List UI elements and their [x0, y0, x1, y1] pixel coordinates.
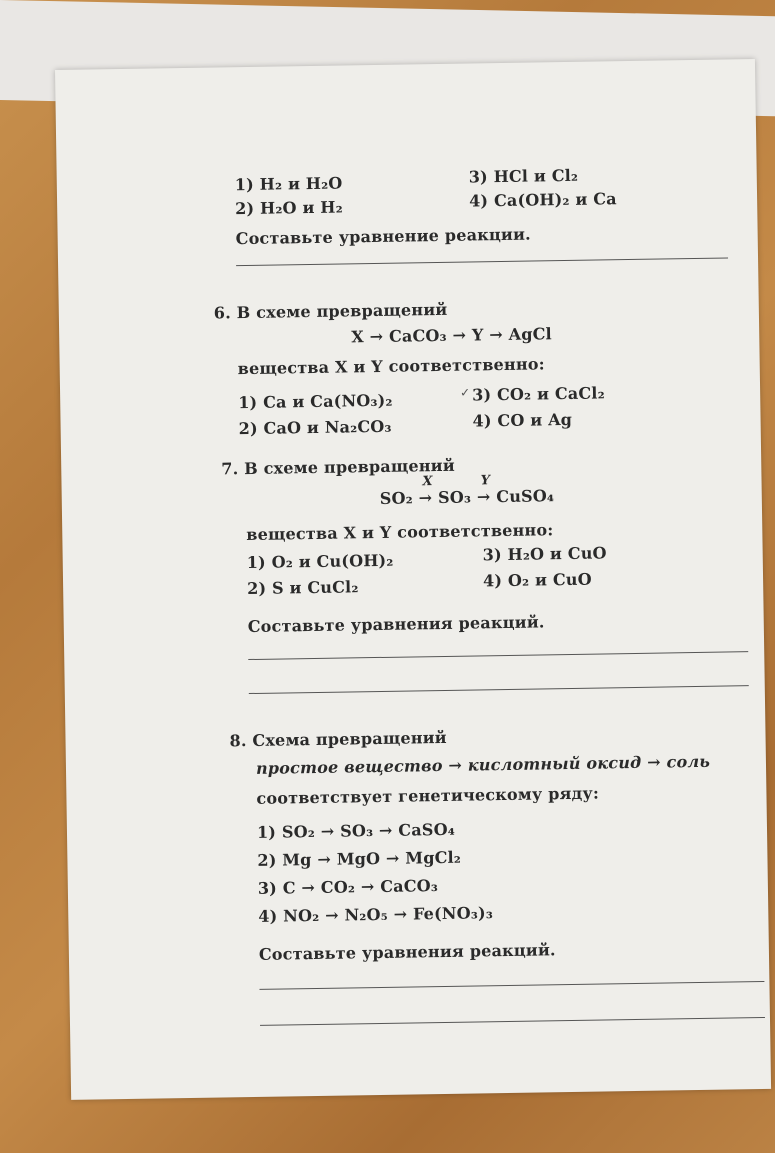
- q8-scheme: простое вещество → кислотный оксид → соль: [255, 751, 711, 778]
- q8-task: Составьте уравнения реакций.: [258, 940, 556, 964]
- q8-prompt: соответствует генетическому ряду:: [256, 783, 600, 808]
- q7-answer-line-1[interactable]: [248, 651, 748, 660]
- q7-task: Составьте уравнения реакций.: [247, 612, 545, 637]
- q6-option-2: 2) CaO и Na₂CO₃: [238, 416, 392, 439]
- q6-option-4: 4) CO и Ag: [472, 409, 573, 431]
- q5-option-4: 4) Ca(OH)₂ и Ca: [468, 189, 617, 211]
- q5-answer-line[interactable]: [236, 257, 728, 266]
- worksheet-page: [55, 59, 771, 1100]
- q5-option-3: 3) HCl и Cl₂: [468, 165, 579, 187]
- q7-prompt: вещества X и Y соответственно:: [246, 520, 554, 545]
- q8-answer-line-1[interactable]: [259, 981, 764, 990]
- q7-label-y: Y: [480, 473, 491, 489]
- q7-option-1: 1) O₂ и Cu(OH)₂: [246, 550, 394, 573]
- q6-pencil-mark: ✓: [460, 385, 471, 400]
- q6-option-1: 1) Ca и Ca(NO₃)₂: [238, 390, 393, 413]
- q7-label-x: X: [422, 474, 433, 490]
- q6-title: 6. В схеме превращений: [213, 299, 448, 323]
- q6-scheme: X → CaCO₃ → Y → AgCl: [351, 324, 553, 347]
- q5-task: Составьте уравнение реакции.: [235, 224, 532, 249]
- q5-option-1: 1) H₂ и H₂O: [234, 173, 343, 195]
- q8-option-2: 2) Mg → MgO → MgCl₂: [257, 847, 462, 870]
- q7-scheme-cuso4: CuSO₄: [496, 486, 555, 507]
- q7-scheme-so3: SO₃: [437, 487, 472, 508]
- q8-option-4: 4) NO₂ → N₂O₅ → Fe(NO₃)₃: [258, 903, 494, 926]
- q7-title: 7. В схеме превращений: [221, 455, 455, 479]
- q6-prompt: вещества X и Y соответственно:: [237, 354, 545, 379]
- q7-arrow-x: X →: [418, 474, 433, 508]
- q8-option-1: 1) SO₂ → SO₃ → CaSO₄: [256, 819, 456, 842]
- q5-option-2: 2) H₂O и H₂: [235, 197, 344, 219]
- q8-answer-line-2[interactable]: [260, 1017, 765, 1026]
- q7-option-2: 2) S и CuCl₂: [247, 577, 359, 599]
- q7-option-3: 3) H₂O и CuO: [482, 543, 607, 565]
- q8-title: 8. Схема превращений: [229, 727, 447, 751]
- q7-scheme-so2: SO₂: [379, 488, 414, 508]
- q7-answer-line-2[interactable]: [249, 685, 749, 694]
- q6-option-3: 3) CO₂ и CaCl₂: [472, 383, 605, 405]
- q8-option-3: 3) C → CO₂ → CaCO₃: [257, 876, 439, 898]
- q7-arrow-y: Y →: [476, 473, 491, 507]
- q7-option-4: 4) O₂ и CuO: [482, 569, 592, 591]
- q7-scheme: [379, 473, 555, 508]
